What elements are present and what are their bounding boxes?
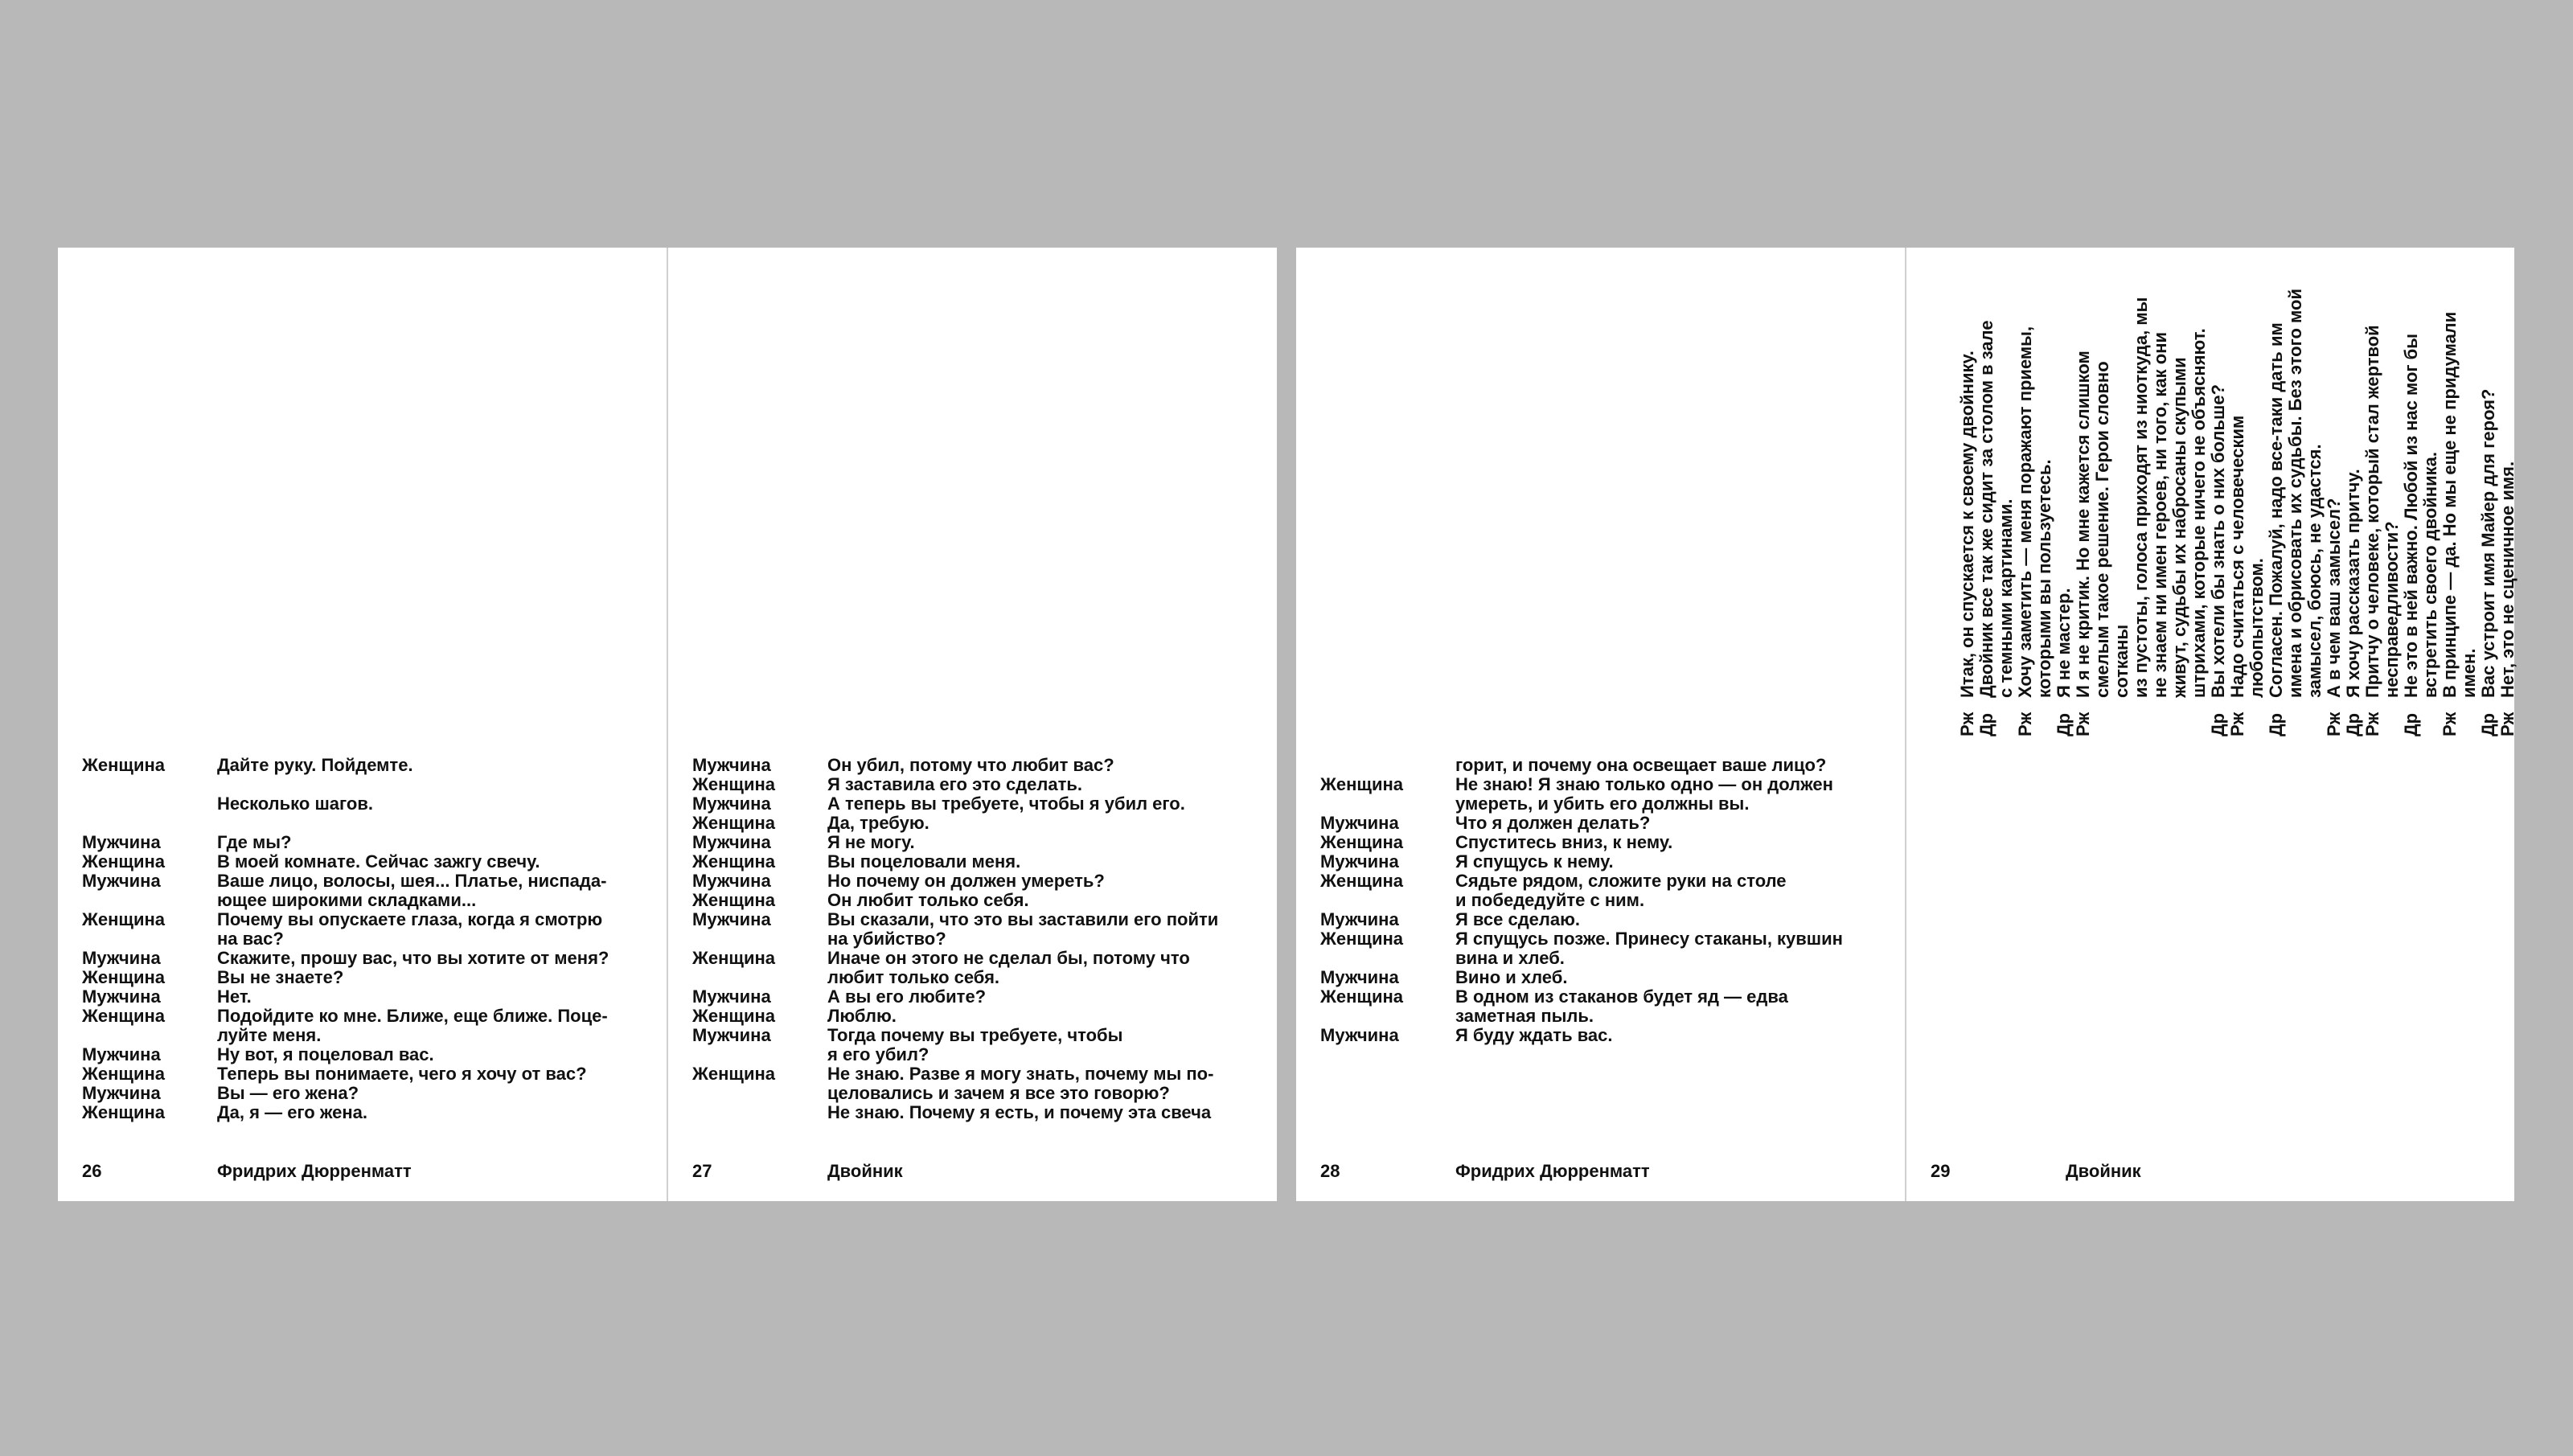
- dialogue-line: [692, 949, 1253, 968]
- speaker-label: [82, 929, 217, 949]
- line-text: Я заставила его это сделать.: [827, 774, 1083, 794]
- line-text: В моей комнате. Сейчас зажгу свечу.: [217, 851, 540, 872]
- line-text: Дайте руку. Пойдемте.: [217, 755, 413, 775]
- line-text: любопытством.: [2247, 558, 2267, 698]
- speaker-label: Мужчина: [692, 1025, 771, 1045]
- dialogue-line: [2093, 286, 2132, 736]
- dialogue-line: [82, 987, 642, 1007]
- speaker-label: Женщина: [82, 909, 166, 929]
- dialogue-line: [82, 929, 642, 949]
- speaker-label: [692, 1045, 827, 1064]
- speaker-label: [2151, 698, 2170, 736]
- line-text: Люблю.: [827, 1006, 897, 1026]
- speaker-label: Женщина: [1320, 832, 1404, 852]
- speaker-label: Мужчина: [82, 1083, 161, 1103]
- dialogue-line: [1320, 1026, 1881, 1045]
- dialogue-line: [692, 794, 1253, 814]
- line-text: Почему вы опускаете глаза, когда я смотрю: [217, 909, 603, 929]
- speaker-label: [2305, 698, 2325, 736]
- speaker-label: Мужчина: [692, 986, 771, 1007]
- line-text: Вы сказали, что это вы заставили его пойти: [827, 909, 1219, 929]
- speaker-label: Мужчина: [1320, 909, 1399, 929]
- line-text: горит, и почему она освещает ваше лицо?: [1455, 755, 1827, 775]
- speaker-label: Мужчина: [692, 832, 771, 852]
- line-text: Подойдите ко мне. Ближе, еще ближе. Поце-: [217, 1006, 608, 1026]
- dialogue-line: [692, 1084, 1253, 1103]
- line-text: Вы — его жена?: [217, 1083, 359, 1103]
- speaker-label: Мужчина: [692, 909, 771, 929]
- dialogue-line: [1320, 775, 1881, 794]
- dialogue-line: [82, 833, 642, 852]
- line-text: луйте меня.: [217, 1025, 322, 1045]
- line-text: Я не мастер.: [2054, 588, 2074, 698]
- line-text: встретить своего двойника.: [2420, 452, 2440, 698]
- line-text: любит только себя.: [827, 967, 1000, 987]
- line-text: штрихами, которые ничего не объясняют.: [2189, 328, 2209, 698]
- speaker-label: [692, 1084, 827, 1103]
- speaker-label: Женщина: [82, 755, 166, 775]
- line-text: несправедливости?: [2382, 521, 2402, 698]
- speaker-label: [1320, 949, 1455, 968]
- line-text: В одном из стаканов будет яд — едва: [1455, 986, 1788, 1007]
- dialogue-line: [692, 891, 1253, 910]
- running-head: Двойник: [2066, 1161, 2141, 1181]
- dialogue-block: [82, 756, 642, 1122]
- dialogue-line: [2132, 286, 2151, 736]
- speaker-label: Рж: [2497, 712, 2518, 736]
- dialogue-line: [82, 1007, 642, 1026]
- dialogue-line: [82, 1084, 642, 1103]
- dialogue-line: [82, 968, 642, 987]
- line-text: Он убил, потому что любит вас?: [827, 755, 1114, 775]
- page-footer: [1931, 1161, 2490, 1182]
- speaker-label: Рж: [2073, 712, 2093, 736]
- speaker-label: [692, 1103, 827, 1122]
- line-text: Не знаю! Я знаю только одно — он должен: [1455, 774, 1833, 794]
- dialogue-line: [2286, 286, 2305, 736]
- dialogue-line: [692, 968, 1253, 987]
- running-head: Фридрих Дюрренматт: [1455, 1161, 1650, 1181]
- dialogue-line: [692, 1007, 1253, 1026]
- line-text: Вас устроит имя Майер для героя?: [2478, 388, 2498, 698]
- line-text: живут, судьбы их набросаны скупыми: [2169, 357, 2189, 698]
- dialogue-line: [2382, 286, 2402, 736]
- running-head: Фридрих Дюрренматт: [217, 1161, 412, 1181]
- dialogue-line: [1320, 1007, 1881, 1026]
- page-footer: [82, 1161, 642, 1182]
- dialogue-line: [2344, 286, 2363, 736]
- dialogue-line: [1320, 794, 1881, 814]
- page-number: 28: [1320, 1161, 1340, 1181]
- line-text: Я буду ждать вас.: [1455, 1025, 1613, 1045]
- speaker-label: Мужчина: [692, 755, 771, 775]
- dialogue-line: [692, 814, 1253, 833]
- speaker-label: Рж: [2324, 712, 2344, 736]
- dialogue-line: [2151, 286, 2170, 736]
- speaker-label: Мужчина: [692, 794, 771, 814]
- dialogue-line: [82, 1103, 642, 1122]
- speaker-label: Рж: [2015, 712, 2035, 736]
- line-text: целовались и зачем я все это говорю?: [827, 1083, 1170, 1103]
- dialogue-line: [82, 852, 642, 872]
- dialogue-line: [1320, 929, 1881, 949]
- speaker-label: Женщина: [1320, 871, 1404, 891]
- line-text: из пустоты, голоса приходят из ниоткуда, мы: [2131, 297, 2151, 698]
- speaker-label: Женщина: [692, 1006, 776, 1026]
- dialogue-line: [1320, 872, 1881, 891]
- speaker-label: Рж: [2440, 712, 2460, 736]
- dialogue-line: [692, 929, 1253, 949]
- line-text: Итак, он спускается к своему двойнику.: [1957, 351, 1977, 698]
- dialogue-line: [2479, 286, 2498, 736]
- dialogue-line: [692, 1064, 1253, 1084]
- line-text: ющее широкими складками...: [217, 890, 477, 910]
- dialogue-line: [2054, 286, 2074, 736]
- rotated-dialogue-block: [1958, 286, 2518, 736]
- right-spread: [1296, 248, 2518, 1201]
- speaker-label: Женщина: [692, 948, 776, 968]
- line-text: замысел, боюсь, не удастся.: [2304, 444, 2325, 698]
- speaker-label: Др: [2054, 712, 2074, 736]
- dialogue-line: [82, 949, 642, 968]
- line-text: Да, я — его жена.: [217, 1102, 368, 1122]
- page-29: [1906, 248, 2518, 1201]
- dialogue-line: [692, 872, 1253, 891]
- line-text: смелым такое решение. Герои словно сотканы: [2092, 361, 2132, 698]
- line-text: Я хочу рассказать притчу.: [2343, 469, 2363, 698]
- dialogue-line: [1320, 987, 1881, 1007]
- page-footer: [692, 1161, 1253, 1182]
- line-text: не знаем ни имен героев, ни того, как они: [2150, 331, 2170, 698]
- speaker-label: Женщина: [82, 1006, 166, 1026]
- line-text: умереть, и убить его должны вы.: [1455, 794, 1750, 814]
- speaker-label: Рж: [2362, 712, 2382, 736]
- dialogue-line: [82, 891, 642, 910]
- line-text: Я не могу.: [827, 832, 915, 852]
- line-text: Где мы?: [217, 832, 292, 852]
- line-text: Не знаю. Почему я есть, и почему эта свеча: [827, 1102, 1212, 1122]
- speaker-label: [1320, 891, 1455, 910]
- speaker-label: [82, 891, 217, 910]
- line-text: Надо считаться с человеческим: [2227, 415, 2247, 698]
- speaker-label: Др: [2401, 712, 2421, 736]
- page-28: [1296, 248, 1905, 1201]
- speaker-label: Мужчина: [82, 1044, 161, 1064]
- line-text: на убийство?: [827, 929, 946, 949]
- speaker-label: Др: [2343, 712, 2363, 736]
- line-text: Хочу заметить — меня поражают приемы,: [2015, 326, 2035, 698]
- dialogue-line: [2498, 286, 2518, 736]
- dialogue-line: [2267, 286, 2286, 736]
- dialogue-line: [2325, 286, 2344, 736]
- line-text: Я спущусь к нему.: [1455, 851, 1614, 872]
- page-26: [58, 248, 667, 1201]
- speaker-label: Женщина: [692, 774, 776, 794]
- speaker-label: Мужчина: [692, 871, 771, 891]
- dialogue-line: [82, 1026, 642, 1045]
- speaker-label: Женщина: [1320, 929, 1404, 949]
- line-text: Я все сделаю.: [1455, 909, 1581, 929]
- dialogue-line: [82, 910, 642, 929]
- speaker-label: Женщина: [1320, 774, 1404, 794]
- speaker-label: [2093, 698, 2132, 736]
- dialogue-line: [692, 775, 1253, 794]
- speaker-label: [82, 794, 217, 814]
- line-text: вина и хлеб.: [1455, 948, 1565, 968]
- dialogue-line: [2363, 286, 2382, 736]
- speaker-label: Женщина: [82, 1102, 166, 1122]
- page-number: 26: [82, 1161, 102, 1181]
- speaker-label: [82, 1026, 217, 1045]
- dialogue-line: [2421, 286, 2440, 736]
- speaker-label: Др: [1976, 712, 1996, 736]
- line-text: Несколько шагов.: [217, 794, 373, 814]
- line-text: с темными картинами.: [1996, 498, 2016, 698]
- line-text: Притчу о человеке, который стал жертвой: [2362, 325, 2382, 698]
- dialogue-line: [1958, 286, 1977, 736]
- speaker-label: Мужчина: [1320, 813, 1399, 833]
- dialogue-line: [82, 756, 642, 775]
- speaker-label: Мужчина: [1320, 851, 1399, 872]
- line-text: Сядьте рядом, сложите руки на столе: [1455, 871, 1787, 891]
- dialogue-line: [692, 1103, 1253, 1122]
- dialogue-block: [1320, 756, 1881, 1045]
- line-text: Ну вот, я поцеловал вас.: [217, 1044, 434, 1064]
- dialogue-line: [692, 833, 1253, 852]
- dialogue-line: [1977, 286, 1996, 736]
- dialogue-line: [1320, 910, 1881, 929]
- speaker-label: Женщина: [82, 967, 166, 987]
- line-text: Двойник все так же сидит за столом в зале: [1976, 320, 1996, 698]
- left-spread: [58, 248, 1277, 1201]
- line-text: И я не критик. Но мне кажется слишком: [2073, 351, 2093, 698]
- line-text: заметная пыль.: [1455, 1006, 1594, 1026]
- dialogue-line: [82, 1064, 642, 1084]
- speaker-label: Женщина: [692, 851, 776, 872]
- line-text: Не знаю. Разве я могу знать, почему мы по-: [827, 1064, 1214, 1084]
- dialogue-line: [2016, 286, 2035, 736]
- speaker-label: [1320, 756, 1455, 775]
- line-text: имена и обрисовать их судьбы. Без этого мой: [2285, 289, 2305, 698]
- line-text: Вы хотели бы знать о них больше?: [2208, 383, 2228, 698]
- speaker-label: [1996, 698, 2016, 736]
- page-27: [668, 248, 1277, 1201]
- dialogue-line: [692, 1045, 1253, 1064]
- line-text: А теперь вы требуете, чтобы я убил его.: [827, 794, 1185, 814]
- line-text: Вы поцеловали меня.: [827, 851, 1021, 872]
- speaker-label: Мужчина: [1320, 1025, 1399, 1045]
- speaker-label: [692, 968, 827, 987]
- line-text: Вы не знаете?: [217, 967, 344, 987]
- running-head: Двойник: [827, 1161, 903, 1181]
- dialogue-line: [2305, 286, 2325, 736]
- dialogue-line: [2440, 286, 2460, 736]
- dialogue-line: [1320, 968, 1881, 987]
- speaker-label: Мужчина: [82, 832, 161, 852]
- line-text: Он любит только себя.: [827, 890, 1029, 910]
- dialogue-line: [1320, 756, 1881, 775]
- speaker-label: [2421, 698, 2440, 736]
- line-text: Нет, это не сценичное имя.: [2497, 461, 2518, 698]
- line-text: Вино и хлеб.: [1455, 967, 1568, 987]
- line-text: Согласен. Пожалуй, надо все-таки дать им: [2266, 322, 2286, 698]
- dialogue-line: [692, 1026, 1253, 1045]
- line-text: Иначе он этого не сделал бы, потому что: [827, 948, 1190, 968]
- line-text: которыми вы пользуетесь.: [2034, 459, 2054, 698]
- speaker-label: Рж: [2227, 712, 2247, 736]
- speaker-label: Женщина: [692, 1064, 776, 1084]
- line-text: Не это в ней важно. Любой из нас мог бы: [2401, 333, 2421, 698]
- line-text: В принципе — да. Но мы еще не придумали: [2440, 311, 2460, 698]
- dialogue-line: [2189, 286, 2209, 736]
- dialogue-line: [2074, 286, 2093, 736]
- speaker-label: [2286, 698, 2305, 736]
- line-text: А в чем ваш замысел?: [2324, 498, 2344, 698]
- speaker-label: [2035, 698, 2054, 736]
- speaker-label: Мужчина: [82, 948, 161, 968]
- speaker-label: Женщина: [1320, 986, 1404, 1007]
- dialogue-line: [1320, 891, 1881, 910]
- line-text: имен.: [2459, 648, 2479, 698]
- dialogue-line: [2228, 286, 2247, 736]
- dialogue-line: [1320, 949, 1881, 968]
- speaker-label: [1320, 1007, 1455, 1026]
- dialogue-line: [692, 852, 1253, 872]
- speaker-label: Мужчина: [82, 871, 161, 891]
- line-text: Что я должен делать?: [1455, 813, 1651, 833]
- dialogue-block: [692, 756, 1253, 1122]
- dialogue-line: [82, 794, 642, 814]
- speaker-label: [2132, 698, 2151, 736]
- line-text: Но почему он должен умереть?: [827, 871, 1105, 891]
- dialogue-line: [2247, 286, 2267, 736]
- dialogue-line: [82, 872, 642, 891]
- speaker-label: Др: [2478, 712, 2498, 736]
- speaker-label: Женщина: [82, 851, 166, 872]
- line-text: Теперь вы понимаете, чего я хочу от вас?: [217, 1064, 587, 1084]
- dialogue-line: [2460, 286, 2479, 736]
- page-number: 27: [692, 1161, 712, 1181]
- dialogue-line: [2402, 286, 2421, 736]
- line-text: Спуститесь вниз, к нему.: [1455, 832, 1673, 852]
- line-text: Да, требую.: [827, 813, 929, 833]
- speaker-label: Женщина: [82, 1064, 166, 1084]
- dialogue-line: [692, 910, 1253, 929]
- speaker-label: Рж: [1957, 712, 1977, 736]
- dialogue-line: [1996, 286, 2016, 736]
- line-text: и победедуйте с ним.: [1455, 890, 1645, 910]
- line-text: А вы его любите?: [827, 986, 987, 1007]
- speaker-label: Женщина: [692, 813, 776, 833]
- line-text: Я спущусь позже. Принесу стаканы, кувшин: [1455, 929, 1843, 949]
- line-text: Тогда почему вы требуете, чтобы: [827, 1025, 1123, 1045]
- page-footer: [1320, 1161, 1881, 1182]
- speaker-label: [2189, 698, 2209, 736]
- speaker-label: Др: [2266, 712, 2286, 736]
- speaker-label: [2382, 698, 2402, 736]
- dialogue-line: [2170, 286, 2189, 736]
- speaker-label: Женщина: [692, 890, 776, 910]
- dialogue-line: [1320, 833, 1881, 852]
- speaker-label: [1320, 794, 1455, 814]
- dialogue-line: [2035, 286, 2054, 736]
- line-text: Нет.: [217, 986, 252, 1007]
- dialogue-line: [1320, 814, 1881, 833]
- line-text: Скажите, прошу вас, что вы хотите от меня?: [217, 948, 609, 968]
- speaker-label: Мужчина: [82, 986, 161, 1007]
- speaker-label: [2460, 698, 2479, 736]
- dialogue-line: [692, 756, 1253, 775]
- dialogue-line: [2209, 286, 2228, 736]
- speaker-label: Мужчина: [1320, 967, 1399, 987]
- line-text: на вас?: [217, 929, 284, 949]
- dialogue-line: [82, 1045, 642, 1064]
- line-text: Ваше лицо, волосы, шея... Платье, ниспада-: [217, 871, 607, 891]
- dialogue-line: [1320, 852, 1881, 872]
- page-number: 29: [1931, 1161, 1951, 1181]
- speaker-label: [2247, 698, 2267, 736]
- line-text: я его убил?: [827, 1044, 929, 1064]
- speaker-label: Др: [2208, 712, 2228, 736]
- speaker-label: [2170, 698, 2189, 736]
- dialogue-line: [692, 987, 1253, 1007]
- speaker-label: [692, 929, 827, 949]
